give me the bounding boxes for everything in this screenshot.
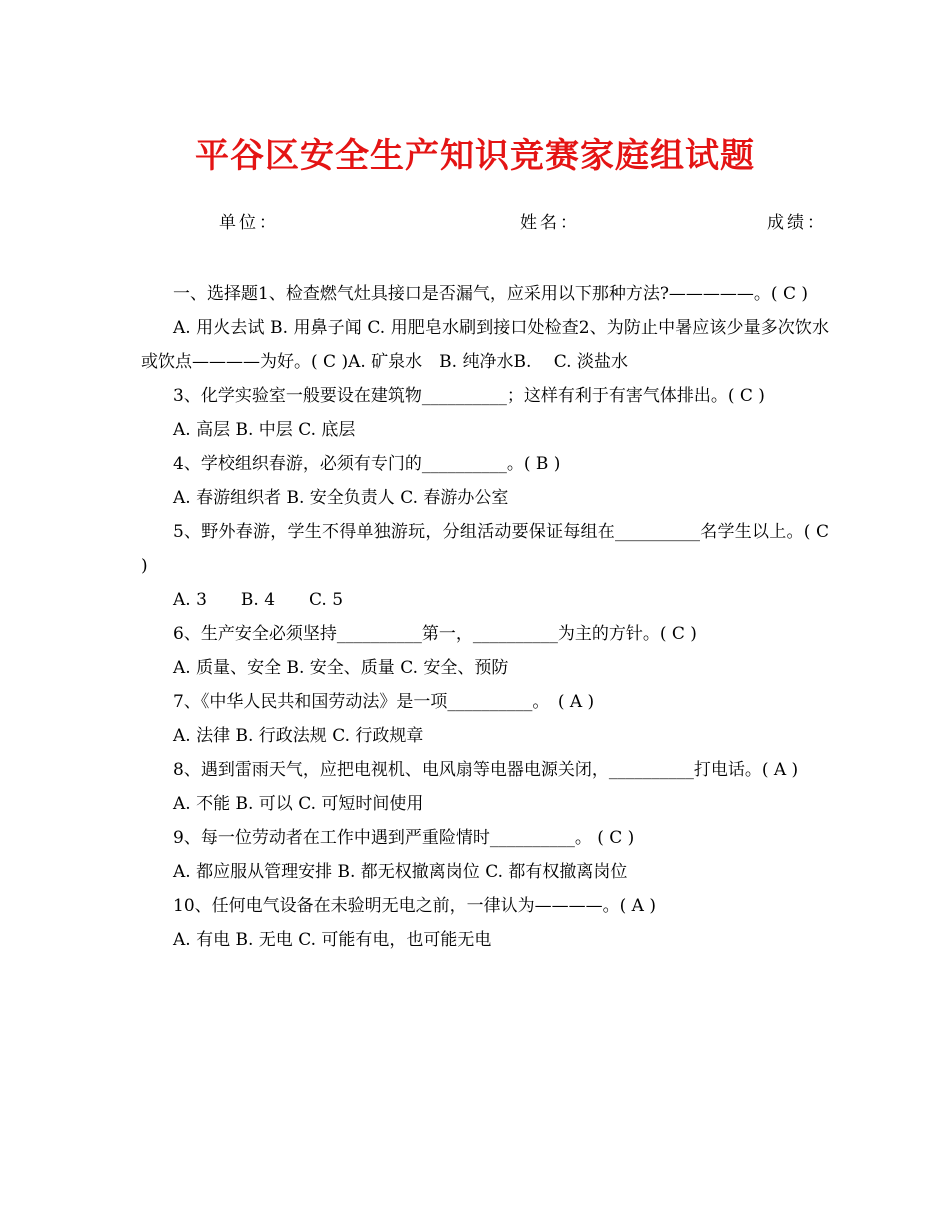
question-7: 7、《中华人民共和国劳动法》是一项__________。 ( A ) — [173, 692, 595, 712]
options-5: A. 3 B. 4 C. 5 — [173, 590, 344, 610]
question-3: 3、化学实验室一般要设在建筑物__________；这样有利于有害气体排出。( C ) — [173, 386, 765, 406]
options-10: A. 有电 B. 无电 C. 可能有电，也可能无电 — [173, 930, 492, 950]
question-6: 6、生产安全必须坚持__________第一，__________为主的方针。( C ) — [173, 624, 697, 644]
options-8: A. 不能 B. 可以 C. 可短时间使用 — [173, 794, 424, 814]
document-title: 平谷区安全生产知识竞赛家庭组试题 — [195, 136, 755, 176]
score-field-label: 成绩： — [767, 213, 827, 233]
question-4: 4、学校组织春游，必须有专门的__________。( B ) — [173, 454, 561, 474]
options-1-and-question-2: A. 用火去试 B. 用鼻子闻 C. 用肥皂水刷到接口处检查2、为防止中暑应该少量多次饮水或饮点————为好。( C )A. 矿泉水 B. 纯净水B. C. 淡盐水 — [141, 318, 829, 372]
name-field-label: 姓名： — [520, 213, 580, 233]
question-list — [141, 277, 829, 957]
question-8: 8、遇到雷雨天气，应把电视机、电风扇等电器电源关闭，__________打电话。( A ) — [173, 760, 799, 780]
options-6: A. 质量、安全 B. 安全、质量 C. 安全、预防 — [173, 658, 509, 678]
options-7: A. 法律 B. 行政法规 C. 行政规章 — [173, 726, 424, 746]
options-4: A. 春游组织者 B. 安全负责人 C. 春游办公室 — [173, 488, 509, 508]
options-9: A. 都应服从管理安排 B. 都无权撤离岗位 C. 都有权撤离岗位 — [173, 862, 628, 882]
question-5: 5、野外春游，学生不得单独游玩，分组活动要保证每组在__________名学生以上。( C ) — [141, 522, 829, 576]
question-9: 9、每一位劳动者在工作中遇到严重险情时__________。 ( C ) — [173, 828, 635, 848]
options-3: A. 高层 B. 中层 C. 底层 — [173, 420, 356, 440]
unit-field-label: 单位： — [219, 213, 279, 233]
question-1: 一、选择题1、检查燃气灶具接口是否漏气，应采用以下那种方法?—————。( C ) — [173, 284, 809, 304]
question-10: 10、任何电气设备在未验明无电之前，一律认为————。( A ) — [173, 896, 656, 916]
